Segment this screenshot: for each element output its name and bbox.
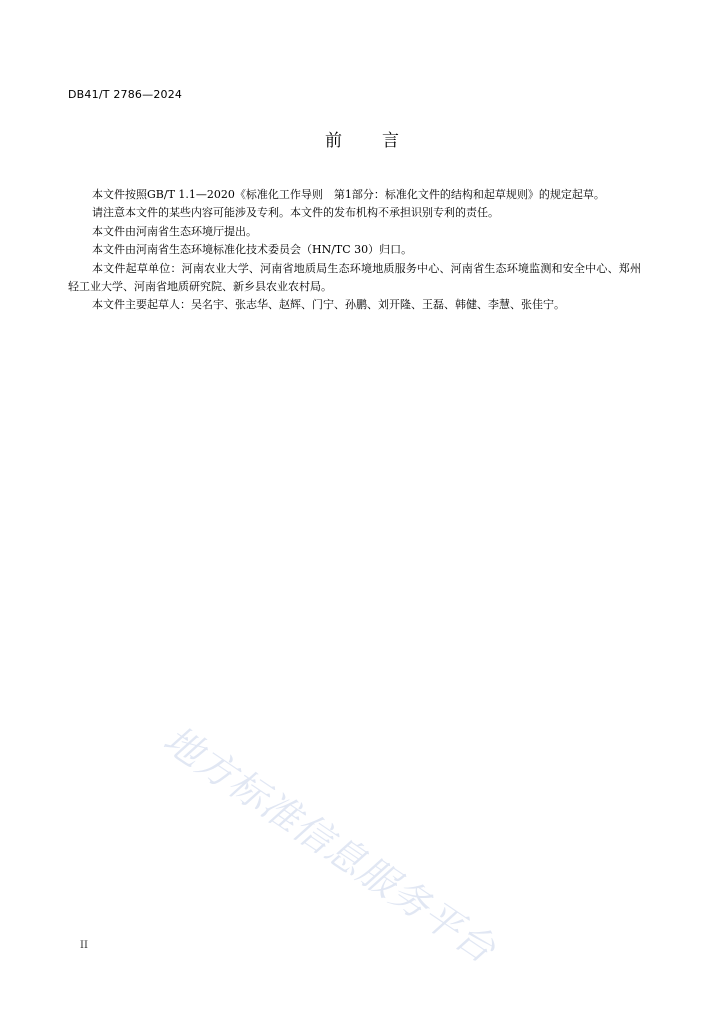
paragraph-drafting-basis: 本文件按照GB/T 1.1—2020《标准化工作导则 第1部分：标准化文件的结构和起草规则》的规定起草。: [92, 188, 605, 201]
paragraph-centralized-unit: 本文件由河南省生态环境标准化技术委员会（HN/TC 30）归口。: [92, 243, 413, 257]
watermark: 地方标准信息服务平台: [155, 717, 504, 972]
section-title: 前言: [325, 131, 439, 151]
paragraph-main-drafters: 本文件主要起草人：吴名宇、张志华、赵辉、门宁、孙鹏、刘开隆、王磊、韩健、李慧、张佳宁。: [92, 298, 565, 312]
document-code: DB41/T 2786—2024: [68, 88, 183, 101]
foreword-body: [68, 186, 641, 315]
paragraph-patent-notice: 请注意本文件的某些内容可能涉及专利。本文件的发布机构不承担识别专利的责任。: [92, 206, 499, 220]
paragraph-proposer: 本文件由河南省生态环境厅提出。: [92, 224, 257, 238]
page-number: II: [80, 940, 88, 951]
paragraph-drafting-units: 本文件起草单位：河南农业大学、河南省地质局生态环境地质服务中心、河南省生态环境监测和安全中心、郑州轻工业大学、河南省地质研究院、新乡县农业农村局。: [68, 261, 641, 294]
